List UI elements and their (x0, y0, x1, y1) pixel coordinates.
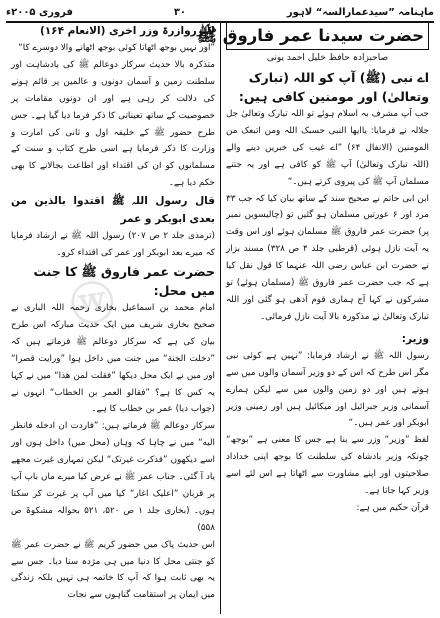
hadith-arabic: قال رسول اللہ ﷺ اقتدوا بالذین من بعدی ابوبکر و عمر (11, 195, 215, 226)
paragraph: سرکار دوعالم ﷺ فرماتے ہیں: ”فاردت ان ادخله فانظر الیه“ میں نے چاہا کہ وہاں (محل میں) داخل ہوں اور اسے دیکھوں ”فذکرت غیرتک“ لیکن تمہاری غیرت مجھے یاد آ گئی۔ جناب عمر ﷺ نے عرض کیا میرے ماں باپ آپ پر قربان ”اعلیک اغار“ کیا میں آپ پر غیرت کر سکتا ہوں۔ (بخاری جلد ۱ ص ۵۲۰، ۵۲۱ بحوالہ مشکوۃ ص ۵۵۸) (11, 421, 216, 533)
jannat-heading: حضرت عمر فاروق ﷺ کا جنت میں محل: (33, 263, 215, 298)
paragraph: متذکرہ بالا حدیث سرکار دوعالم ﷺ کی بادشاہت اور سلطنت زمین و آسمان دونوں و عالمین پر قائم ہونے کی دلالت کر رہی ہے اور ان دونوں مقامات پر خصوصیت کے ساتھ تعیناتی کا ذکر فرما دیا گیا ہے۔ جس طرح حضور ﷺ کے خلیفہ اول و ثانی کی امارت و وزارت کا ذکر فرمایا ہے اسی طرح کتاب و سنت کے مسلمانوں کو ان کی اقتداء اور اطاعت بجالانے کا بھی حکم دیا ہے۔ (11, 59, 215, 189)
vazir-heading: وزیر: (401, 332, 429, 345)
quran-verse: لاتزروازرۃ وزر اخری (الانعام ۱۶۴) (39, 25, 215, 37)
paragraph: قرآن حکیم میں ہے: (356, 502, 429, 513)
paragraph: رسول اللہ ﷺ نے ارشاد فرمایا: ”نہیں ہے کوئی نبی مگر اس طرح کہ اس کے دو وزیر آسمان والوں میں سے ہوتے ہیں اور دو زمین والوں میں سے لیکن ہمارے آسمانی وزیر جبرائیل اور میکائیل ہیں اور زمینی وزیر ابوبکر اور عمر ہیں۔“ (226, 350, 429, 429)
article-columns (6, 22, 434, 614)
article-author: صاحبزادہ حافظ خلیل احمد یونی (266, 53, 389, 63)
right-column (197, 22, 434, 614)
page-header (6, 4, 434, 20)
paragraph: امام محمد بن اسماعیل بخاری رحمہ اللہ الباری نے صحیح بخاری شریف میں ایک حدیث مبارکہ اس طرح بیان کی ہے کہ سرکار دوعالم ﷺ فرماتے ہیں کہ ”دخلت الجنة“ میں جنت میں داخل ہوا ”ورایت قصرا“ اور میں نے ایک محل دیکھا ”فقلت لمن ھذا“ میں نے کہا یہ کس کا ہے؟ ”فقالو العمر بن الخطاب“ انہوں نے (جواب دیا) عمر بن خطاب کا ہے۔ (11, 302, 215, 415)
magazine-name: ماہنامہ ”سیدعمارالسہ“ لاہور (286, 6, 434, 18)
article-title: حضرت سیدنا عمر فاروق ﷺ (197, 26, 424, 45)
hadith-reference: (ترمذی جلد ۲ ص ۲۰۷) رسول اللہ ﷺ نے ارشاد فرمایا کہ میرے بعد ابوبکر اور عمر کی اقتداء کرو۔ (11, 231, 215, 259)
paragraph: جب آپ مشرف بہ اسلام ہوئے تو اللہ تبارک وتعالیٰ جل جلالہ نے فرمایا: یاایھا النبی حسبک اللہ ومن اتبعک من المومنین (الانفال ۶۴) ”اے غیب کی خبریں دینے والے (اللہ تبارک وتعالیٰ) آپ ﷺ کو کافی ہے اور یہ جتنے مسلمان آپ ﷺ کی پیروی کرتے ہیں۔“ (226, 109, 429, 187)
article-title-box (197, 22, 429, 50)
paragraph: ”اور نہیں بوجھ اٹھاتا کوئی بوجھ اٹھانے والا دوسرے کا“ (18, 43, 215, 53)
paragraph: لفظ ”وزیر“ وزر سے بنا ہے جس کا معنی ہے ”بوجھ“ چونکہ وزیر بادشاہ کی سلطنت کا بوجھ اپنی خداداد صلاحیتوں اور اپنے مشاورت سے اٹھاتا ہے اس لئے اسے وزیر کہا جاتا ہے۔ (226, 435, 429, 497)
intro-heading: اے نبی (ﷺ) آپ کو اللہ (تبارک وتعالیٰ) اور مومنین کافی ہیں: (238, 70, 429, 104)
issue-date: فروری ۲۰۰۵ء (6, 6, 73, 18)
paragraph: اس حدیث پاک میں حضور کریم ﷺ نے حضرت عمر ﷺ کو جنتی محل کا دنیا میں ہی مژدہ سنا دیا۔ جس سے یہ بھی ثابت ہوا کہ آپ کا خاتمہ ہی نہیں بلکہ زندگی میں ایمان پر استقامت گناہوں سے نجات (11, 539, 215, 601)
left-column (6, 22, 220, 614)
paragraph: ابن ابی حاتم نے صحیح سند کے ساتھ بیان کیا کہ جب ۳۳ مرد اور ۶ عورتیں مسلمان ہو گئیں تو (چالیسویں نمبر پر) حضرت عمر فاروق ﷺ مسلمان ہوئے اور اس وقت یہ آیت نازل ہوئی (قرطبی جلد ۴ ص ۳۲۸) مسند بزار نے حضرت ابن عباس رضی اللہ عنہما کا قول نقل کیا ہے کہ جب حضرت عمر فاروق ﷺ (مسلمان ہوئے) تو مشرکوں نے کہا آج ہماری قوم آدھی ہو گئی اور اللہ تبارک وتعالیٰ نے مذکورہ بالا آیت نازل فرمائی۔ (226, 193, 429, 322)
page-number: ۳۰ (173, 6, 187, 18)
watermark: ⓦ (67, 276, 118, 333)
